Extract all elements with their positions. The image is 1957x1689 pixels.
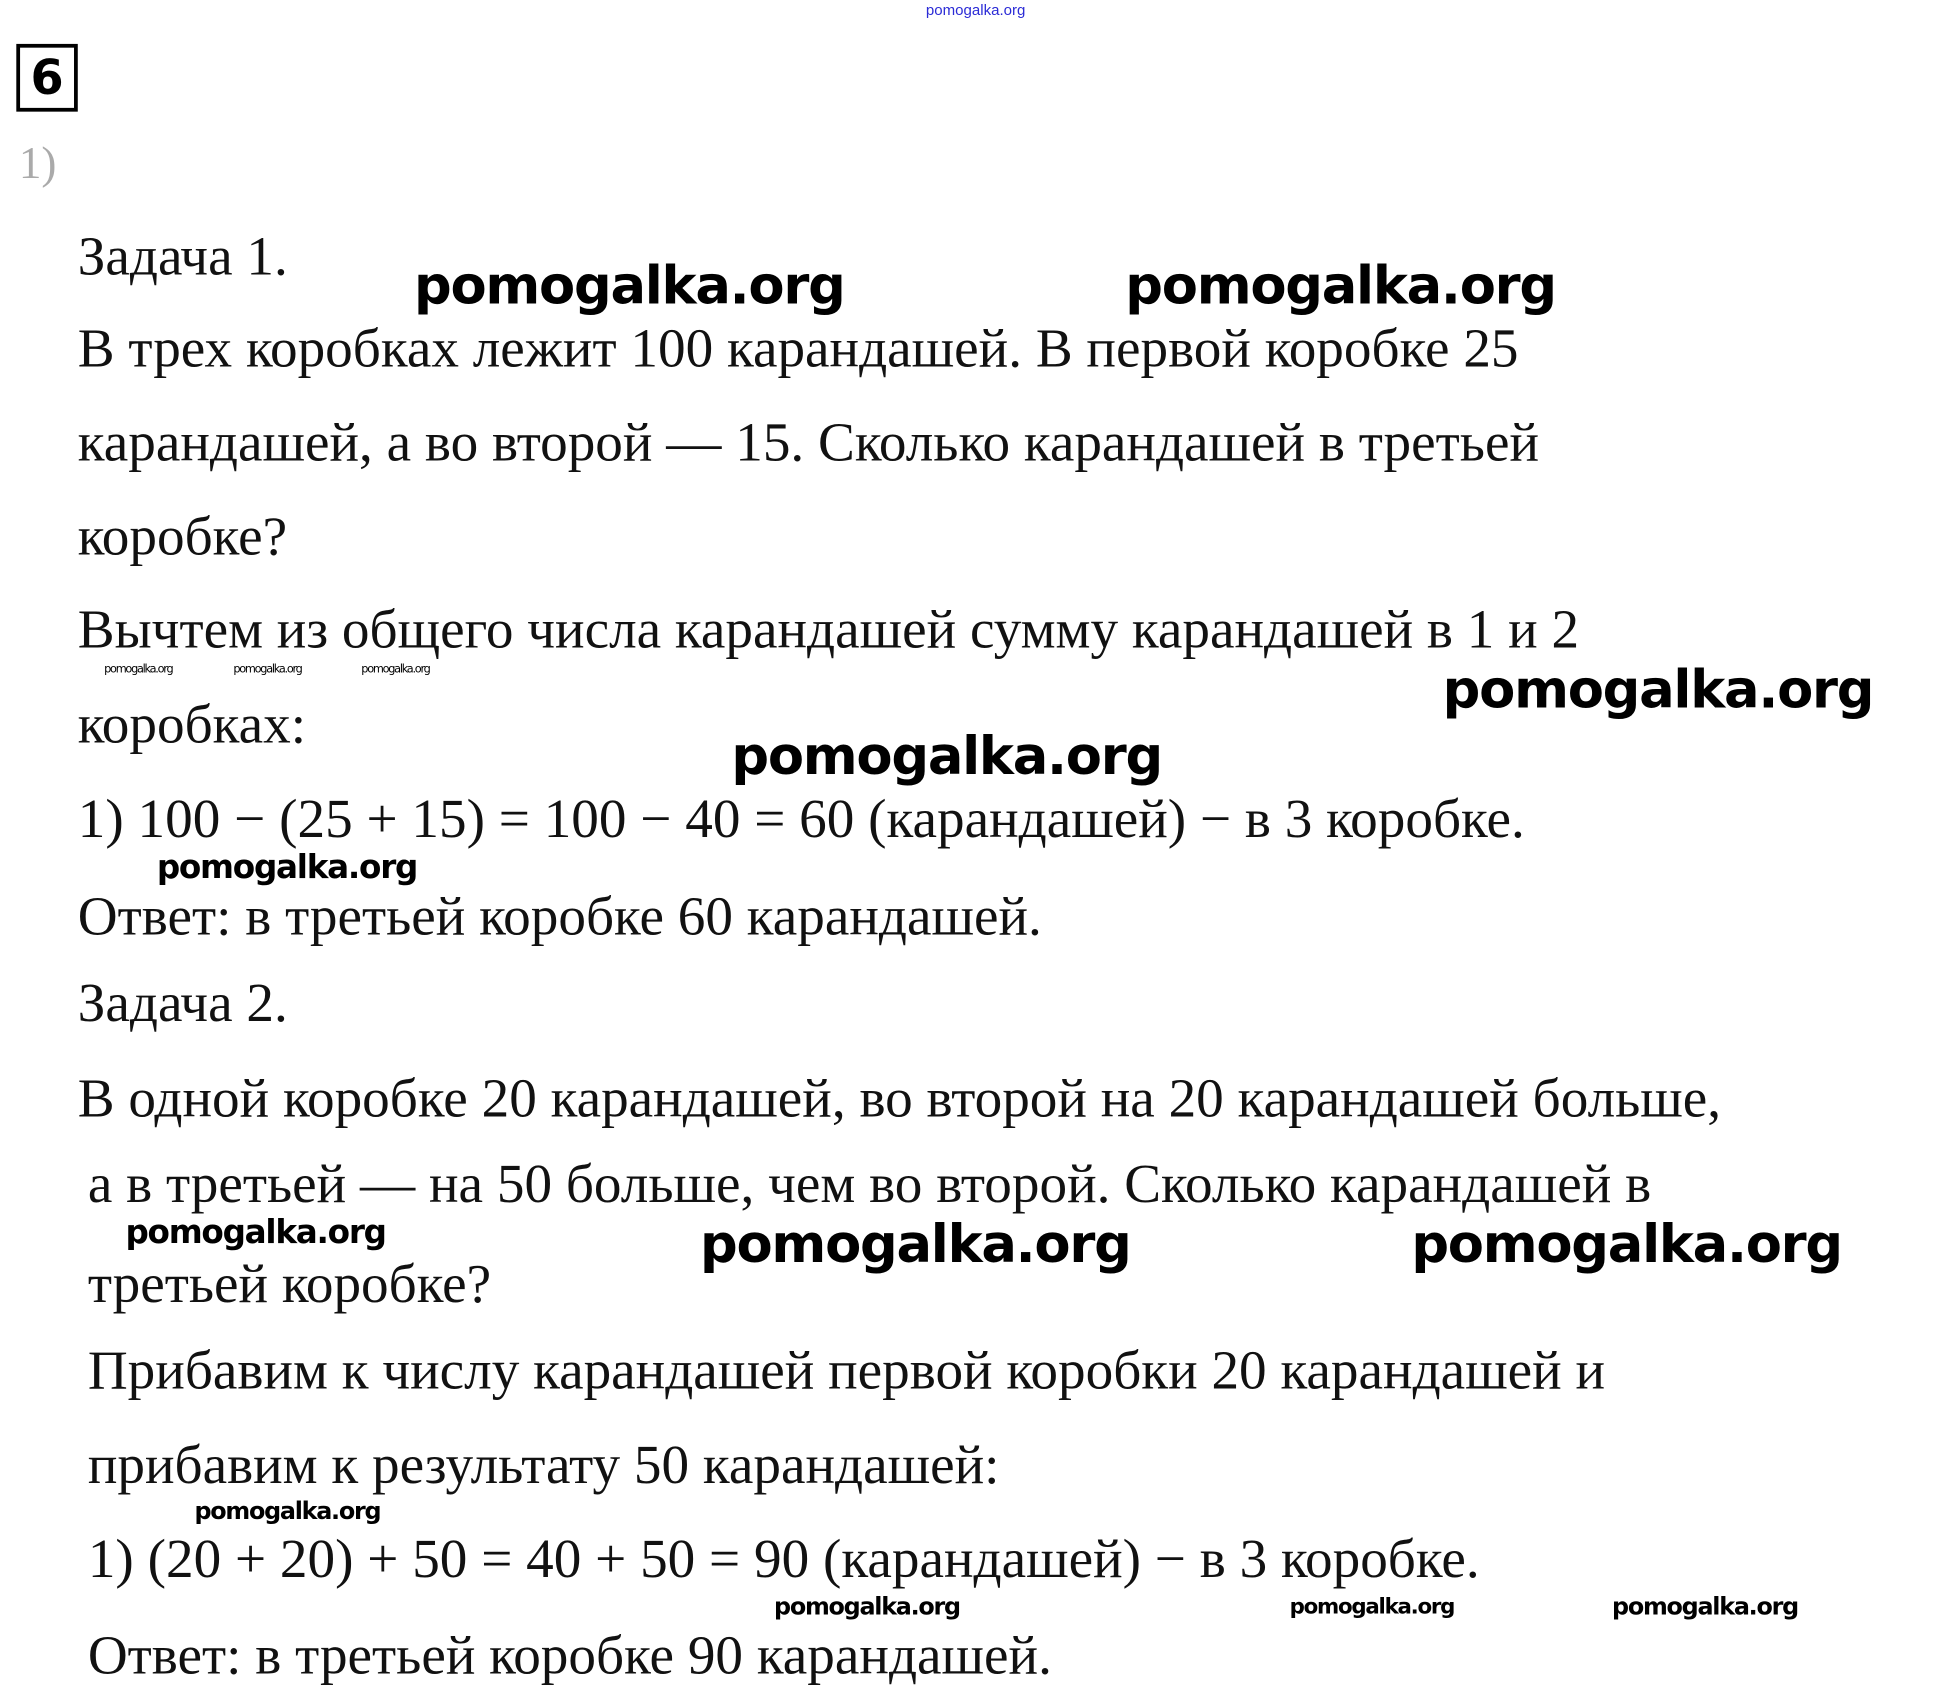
task1-solution: 1) 100 − (25 + 15) = 100 − 40 = 60 (карандашей) − в 3 коробке.: [77, 787, 1525, 850]
watermark: pomogalka.org: [700, 1213, 1131, 1275]
watermark: pomogalka.org: [1125, 254, 1556, 317]
header-watermark: pomogalka.org: [925, 1, 1026, 19]
watermark: pomogalka.org: [1612, 1593, 1798, 1621]
task2-line: а в третьей — на 50 больше, чем во второй. Сколько карандашей в: [87, 1152, 1652, 1215]
watermark: pomogalka.org: [361, 663, 430, 677]
task1-line: Вычтем из общего числа карандашей сумму карандашей в 1 и 2: [77, 598, 1580, 660]
watermark: pomogalka.org: [1411, 1213, 1842, 1275]
task2-solution: 1) (20 + 20) + 50 = 40 + 50 = 90 (карандашей) − в 3 коробке.: [87, 1527, 1480, 1590]
task1-line: коробке?: [77, 505, 288, 568]
watermark: pomogalka.org: [233, 663, 302, 677]
watermark: pomogalka.org: [125, 1214, 386, 1252]
part-label: 1): [18, 137, 57, 189]
exercise-number-box: 6: [16, 44, 77, 112]
task1-title: Задача 1.: [77, 225, 288, 288]
task2-line: Прибавим к числу карандашей первой коробки 20 карандашей и: [87, 1339, 1606, 1402]
watermark: pomogalka.org: [413, 254, 845, 317]
task1-line: В трех коробках лежит 100 карандашей. В первой коробке 25: [77, 317, 1519, 379]
task2-answer: Ответ: в третьей коробке 90 карандашей.: [87, 1624, 1052, 1687]
watermark: pomogalka.org: [104, 663, 173, 677]
watermark: pomogalka.org: [731, 725, 1162, 787]
task1-answer: Ответ: в третьей коробке 60 карандашей.: [77, 885, 1042, 948]
task2-line: В одной коробке 20 карандашей, во второй на 20 карандашей больше,: [77, 1067, 1722, 1130]
task2-line: прибавим к результату 50 карандашей:: [87, 1433, 1000, 1496]
watermark: pomogalka.org: [194, 1497, 381, 1526]
task2-line: третьей коробке?: [87, 1253, 492, 1315]
watermark: pomogalka.org: [1289, 1594, 1455, 1620]
task2-title: Задача 2.: [77, 972, 288, 1034]
task1-line: карандашей, а во второй — 15. Сколько карандашей в третьей: [77, 411, 1539, 473]
task1-line: коробках:: [77, 693, 307, 756]
watermark: pomogalka.org: [156, 849, 418, 887]
watermark: pomogalka.org: [774, 1593, 960, 1621]
watermark: pomogalka.org: [1442, 658, 1874, 721]
